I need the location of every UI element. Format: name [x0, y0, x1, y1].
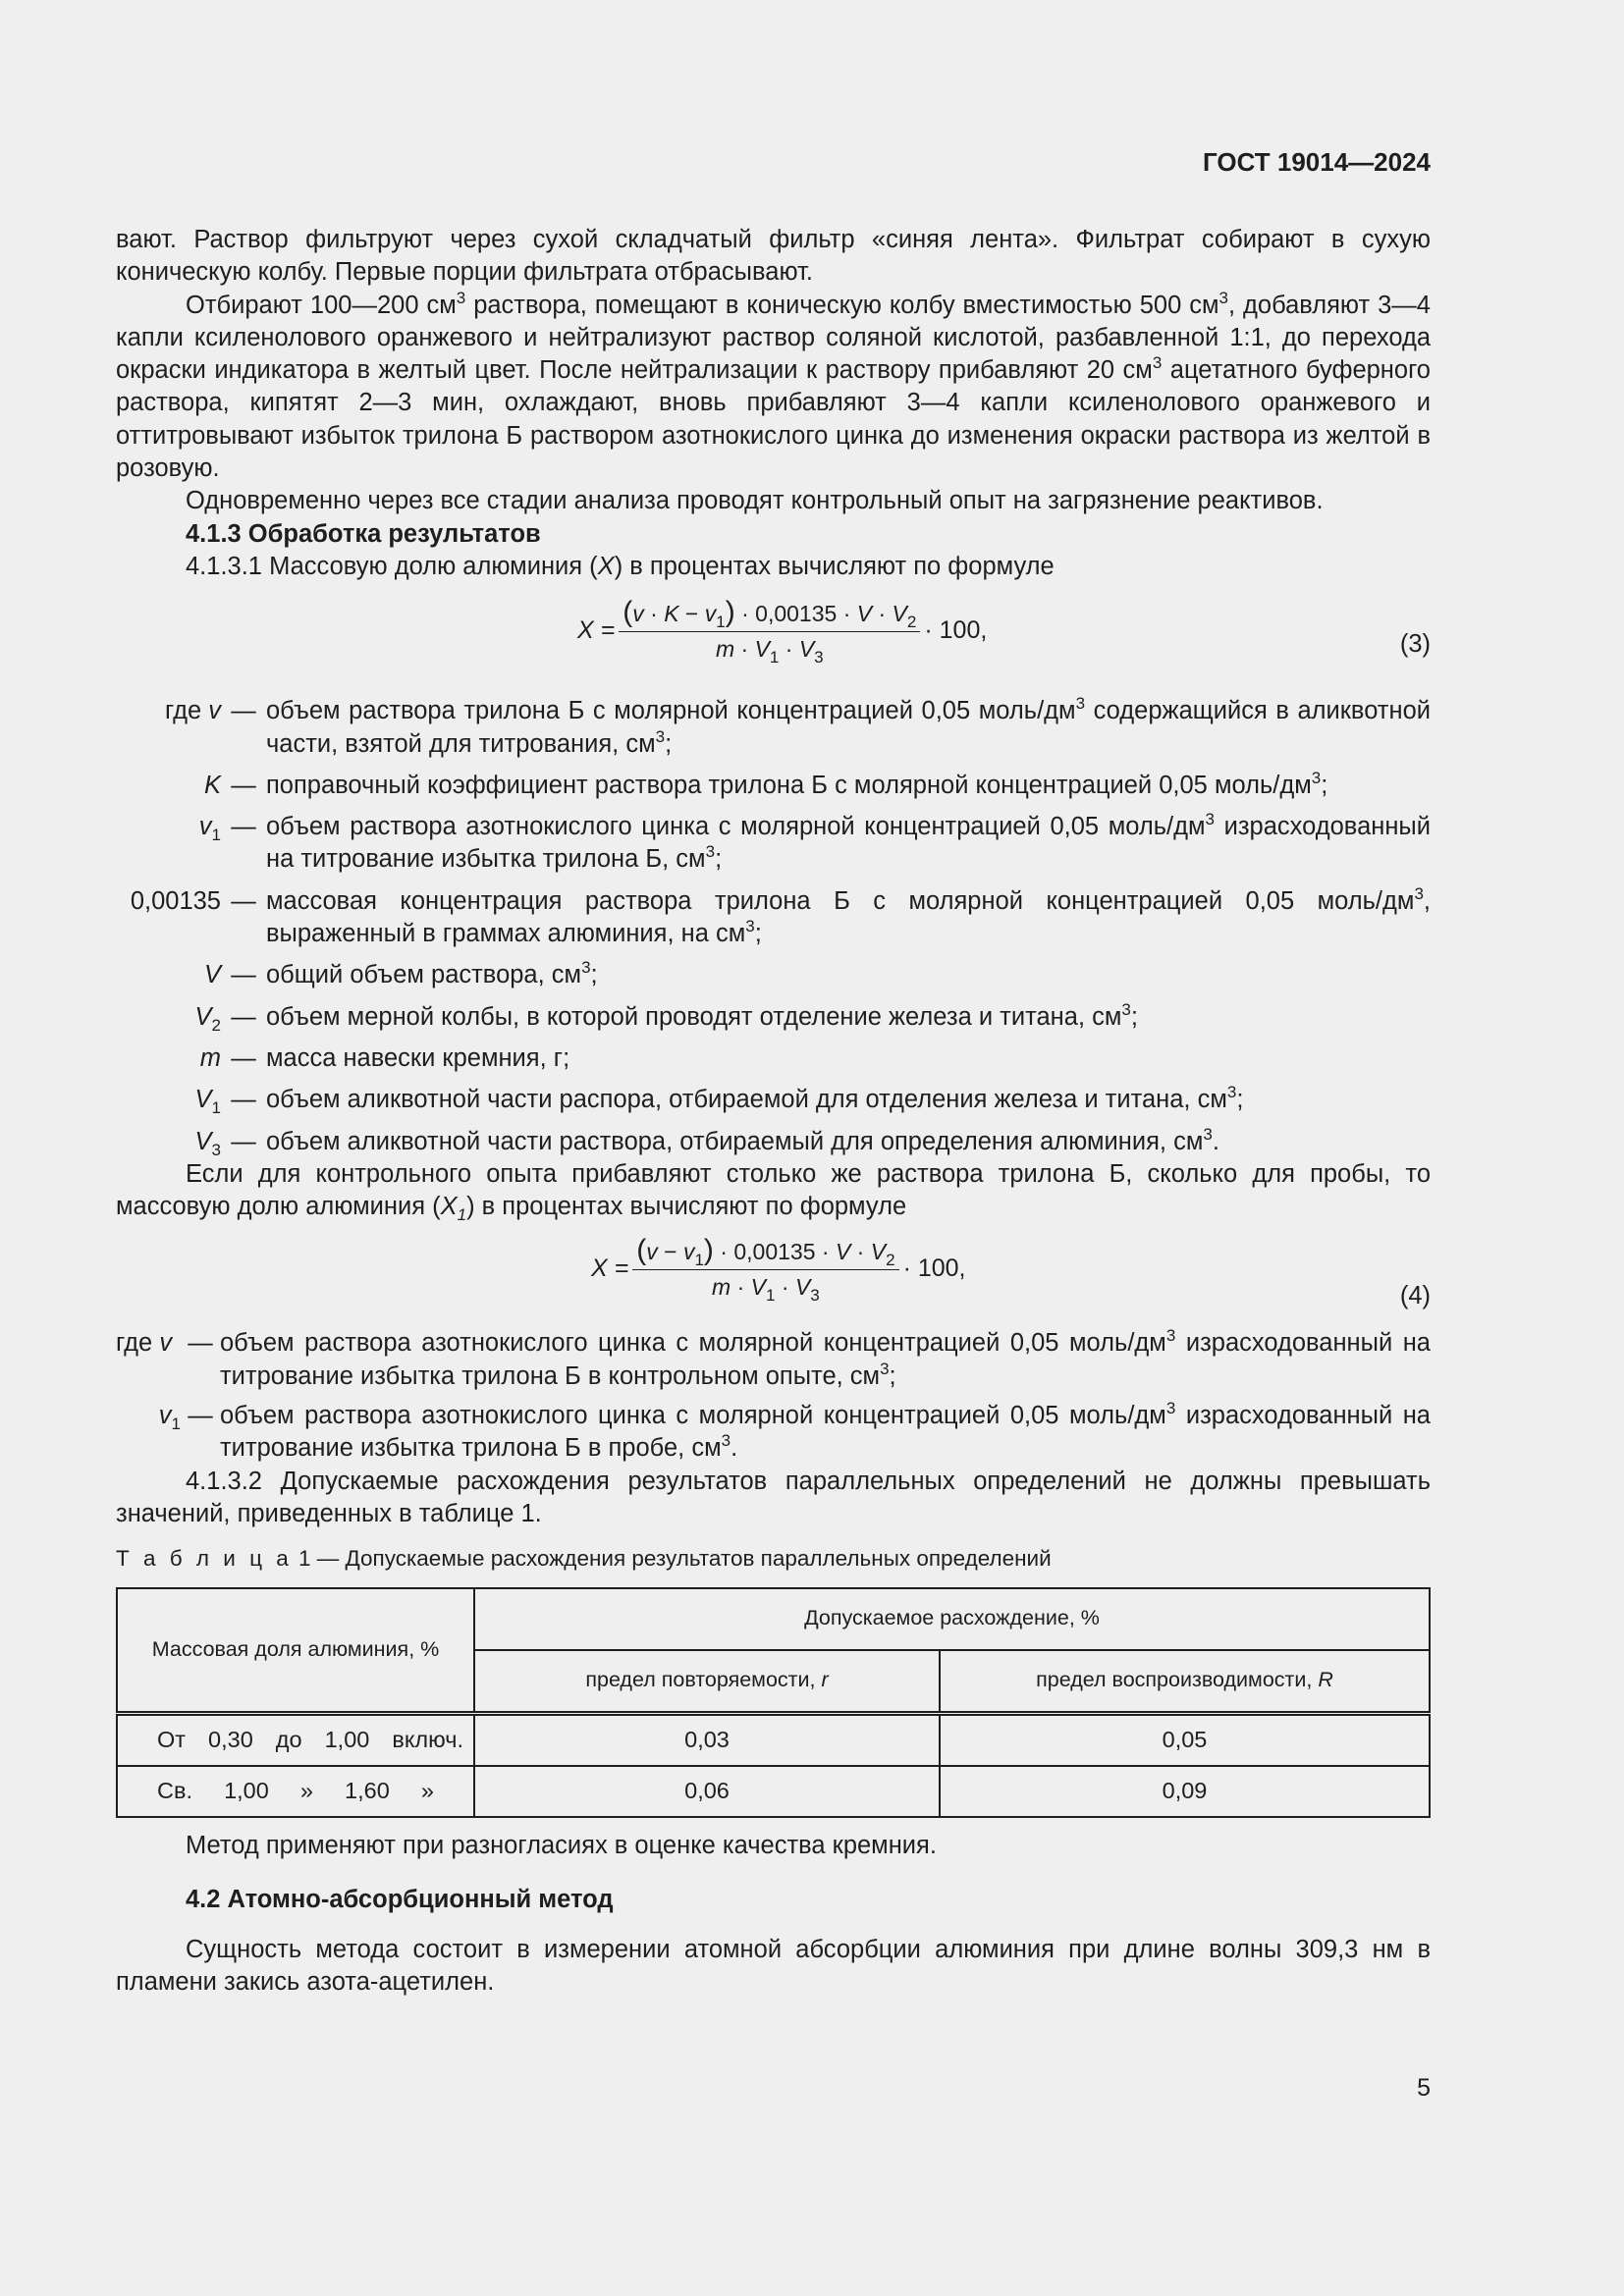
paragraph: вают. Раствор фильтруют через сухой складчатый фильтр «синяя лента». Фильтрат собирают в сухую коническую колбу. Первые порции фильтрата отбрасывают.	[116, 226, 1431, 287]
formula-3: X = $\frac{(v \cdot K - v_1) \cdot 0,00135 \cdot V \cdot V_2}{m \cdot V_1 \cdot V_3}$ · 100, (3)	[577, 596, 1431, 667]
equation-number: (4)	[1399, 1282, 1431, 1310]
table-cell: 0,06	[474, 1766, 940, 1817]
table-row	[117, 1713, 1430, 1766]
definition-item: K — поправочный коэффициент раствора трилона Б с молярной концентрацией 0,05 моль/$дм^3$;	[203, 768, 1328, 799]
document-code: ГОСТ 19014—2024	[1203, 147, 1431, 177]
paragraph: 4.1.3.2 Допускаемые расхождения результатов параллельных определений не должны превышать значений, приведенных в таблице 1.	[116, 1467, 1431, 1527]
paragraph: Одновременно через все стадии анализа проводят контрольный опыт на загрязнение реактивов.	[186, 487, 1324, 515]
table-cell: 0,05	[940, 1713, 1430, 1766]
definition-item: где v — объем раствора трилона Б с молярной концентрацией 0,05 моль/$дм^3$ содержащийся в аликвотной части, взятой для титрования, $см^3$;	[164, 694, 1431, 758]
formula-4: X = $\frac{(v - v_1) \cdot 0,00135 \cdot V \cdot V_2}{m \cdot V_1 \cdot V_3}$ · 100, (4)	[116, 1223, 1431, 1321]
table-header-cell: предел воспроизводимости, R	[940, 1650, 1430, 1714]
paragraph: Метод применяют при разногласиях в оценке качества кремния.	[186, 1831, 937, 1859]
table-cell: 0,09	[940, 1766, 1430, 1817]
definition-item: $V_1$ — объем аликвотной части распора, отбираемой для отделения железа и титана, $см^3$;	[194, 1083, 1244, 1118]
tolerance-table	[116, 1587, 1431, 1818]
table-header-cell: предел повторяемости, r	[474, 1650, 940, 1714]
section-heading: 4.1.3 Обработка результатов	[186, 519, 541, 548]
paragraph: Сущность метода состоит в измерении атомной абсорбции алюминия при длине волны 309,3 нм в пламени закись азота-ацетилен.	[116, 1936, 1431, 1997]
equation-number: (3)	[1399, 630, 1431, 659]
definition-item: $v_1$ — объем раствора азотнокислого цинка с молярной концентрацией 0,05 моль/$дм^3$ израсходованный на титрование избытка трилона Б в пробе, $см^3$.	[158, 1399, 1431, 1463]
definition-item: $v_1$ — объем раствора азотнокислого цинка с молярной концентрацией 0,05 моль/$дм^3$ израсходованный на титрование избытка трилона Б, $см^3$;	[198, 810, 1431, 874]
paragraph: Отбирают 100—200 $см^3$ раствора, помещают в коническую колбу вместимостью 500 $см^3$, добавляют 3—4 капли ксиленолового оранжевого и нейтрализуют раствор соляной кислотой, разбавленной 1:1, до перехода окраски индикатора в желтый цвет. После нейтрализации к раствору прибавляют 20 $см^3$ ацетатного буферного раствора, кипятят 2—3 мин, охлаждают, вновь прибавляют 3—4 капли ксиленолового оранжевого и оттитровывают избыток трилона Б раствором азотнокислого цинка до изменения окраски раствора из желтой в розовую.	[116, 288, 1431, 483]
table-cell: 0,03	[474, 1713, 940, 1766]
table-caption: Т а б л и ц а 1 — Допускаемые расхождения результатов параллельных определений	[116, 1546, 1052, 1572]
page-number: 5	[1417, 2074, 1431, 2102]
table-row	[117, 1766, 1430, 1817]
definition-item: $V_3$ — объем аликвотной части раствора, отбираемый для определения алюминия, $см^3$.	[194, 1124, 1219, 1159]
symbol-definitions	[116, 695, 1431, 1158]
table-cell: От 0,30 до 1,00 включ.	[117, 1713, 474, 1766]
page-content	[116, 224, 1431, 2000]
definition-item: V — общий объем раствора, $см^3$;	[203, 958, 598, 989]
section-heading: 4.2 Атомно-абсорбционный метод	[186, 1885, 614, 1913]
paragraph: 4.1.3.1 Массовую долю алюминия (X) в процентах вычисляют по формуле	[186, 552, 1055, 580]
definition-item: m — масса навески кремния, г;	[199, 1043, 570, 1072]
table-cell: Св. 1,00 » 1,60 »	[117, 1766, 474, 1817]
table-header-cell: Допускаемое расхождение, %	[474, 1588, 1430, 1650]
table-header-cell: Массовая доля алюминия, %	[117, 1588, 474, 1714]
paragraph: Если для контрольного опыта прибавляют столько же раствора трилона Б, сколько для пробы, то массовую долю алюминия $(X_1)$ в процентах вычисляют по формуле	[116, 1159, 1431, 1225]
symbol-definitions	[116, 1327, 1431, 1465]
definition-item: 0,00135 — массовая концентрация раствора трилона Б с молярной концентрацией 0,05 моль/$дм^3$, выраженный в граммах алюминия, на $см^3$;	[130, 883, 1431, 948]
definition-item: где v — объем раствора азотнокислого цинка с молярной концентрацией 0,05 моль/$дм^3$ израсходованный на титрование избытка трилона Б в контрольном опыте, $см^3$;	[116, 1326, 1431, 1390]
definition-item: $V_2$ — объем мерной колбы, в которой проводят отделение железа и титана, $см^3$;	[194, 999, 1138, 1035]
